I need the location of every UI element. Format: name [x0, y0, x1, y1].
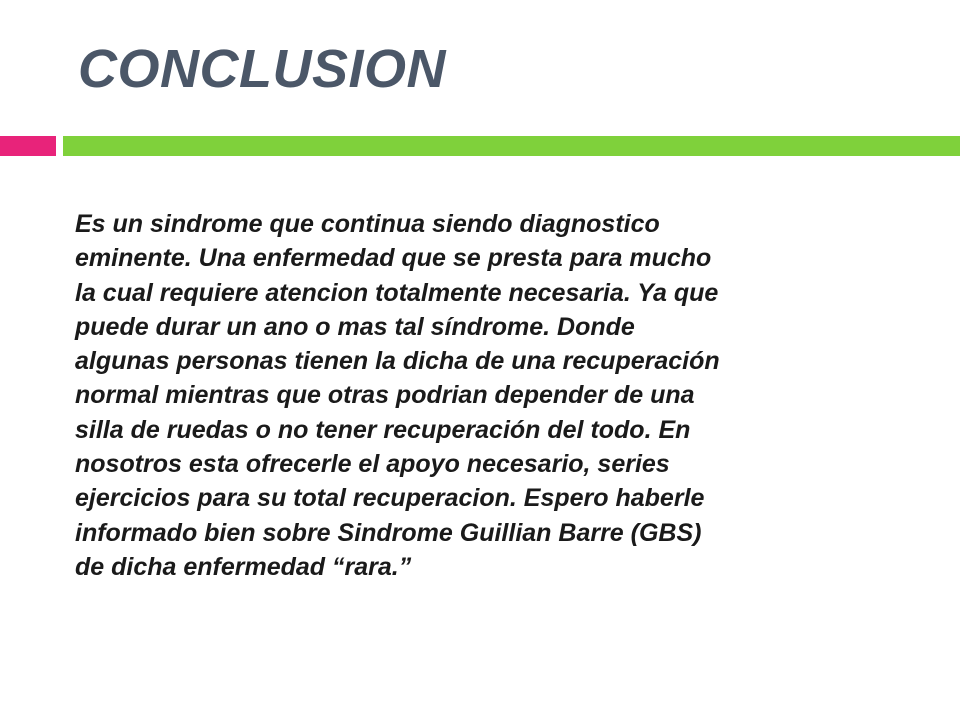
slide-title: CONCLUSION	[78, 39, 446, 99]
accent-bar-green	[63, 136, 960, 156]
accent-bar-pink	[0, 136, 56, 156]
slide-body-text: Es un sindrome que continua siendo diagnostico eminente. Una enfermedad que se presta para mucho la cual requiere atencion totalmente necesaria. Ya que puede durar un ano o mas tal síndrome. Donde algunas personas tienen la dicha de una recuperación normal mientras que otras podrian depender de una silla de ruedas o no tener recuperación del todo. En nosotros esta ofrecerle el apoyo necesario, series ejercicios para su total recuperacion. Espero haberle informado bien sobre Sindrome Guillian Barre (GBS) de dicha enfermedad “rara.”	[75, 210, 720, 581]
